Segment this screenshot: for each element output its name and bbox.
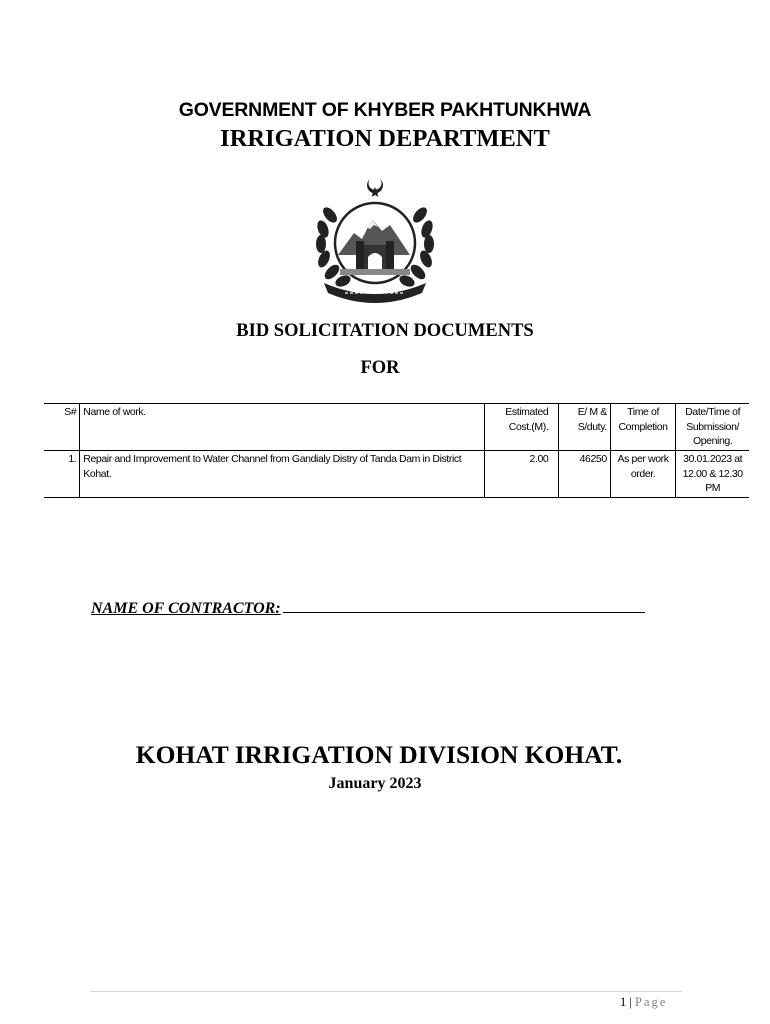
cell-date-time: 30.01.2023 at 12.00 & 12.30 PM [676,451,749,498]
page-word: Page [635,995,668,1009]
header-estimated-cost: Estimated Cost.(M). [484,404,559,451]
cell-estimated-cost: 2.00 [484,451,559,498]
page-number: 1 [620,995,627,1009]
page-footer [620,995,667,1010]
contractor-name-field [91,600,645,618]
header-time-of-completion: Time of Completion [610,404,676,451]
table-row [44,451,749,498]
department-heading: IRRIGATION DEPARTMENT [220,125,550,152]
kp-government-emblem-icon [310,175,440,305]
document-date: January 2023 [328,775,422,792]
works-table [44,403,749,498]
document-title: BID SOLICITATION DOCUMENTS [236,321,534,341]
header-em-sduty: E/ M & S/duty. [559,404,610,451]
header-name-of-work: Name of work. [80,404,484,451]
header-date-time: Date/Time of Submission/ Opening. [676,404,749,451]
footer-divider [90,991,682,992]
contractor-label: NAME OF CONTRACTOR: [91,600,281,617]
cell-sno: 1. [44,451,80,498]
header-sno: S# [44,404,80,451]
division-heading: KOHAT IRRIGATION DIVISION KOHAT. [135,740,623,769]
cell-name-of-work: Repair and Improvement to Water Channel from Gandialy Distry of Tanda Dam in District Kohat. [80,451,484,498]
table-header-row [44,404,749,451]
footer-separator: | [629,995,632,1009]
government-heading: GOVERNMENT OF KHYBER PAKHTUNKHWA [178,99,592,121]
document-title-for: FOR [360,358,400,378]
cell-time-of-completion: As per work order. [610,451,676,498]
contractor-blank-line [283,600,645,613]
cell-em-sduty: 46250 [559,451,610,498]
